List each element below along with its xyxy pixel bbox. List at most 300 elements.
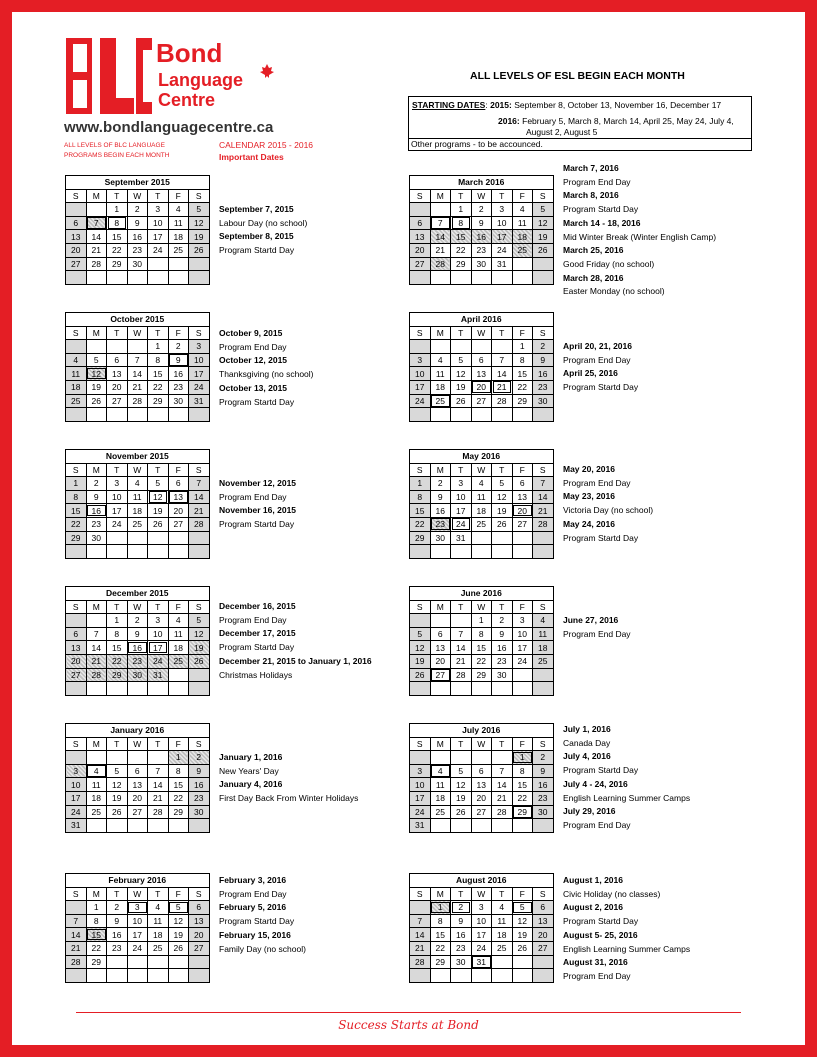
calendar-day: 23 <box>533 380 554 394</box>
note-description: Program Startd Day <box>563 382 639 393</box>
calendar-empty-cell <box>512 531 533 545</box>
calendar-day: 7 <box>430 216 451 230</box>
calendar-empty-cell <box>148 271 169 285</box>
calendar-day: 9 <box>86 490 107 504</box>
calendar-empty-cell <box>107 408 128 422</box>
calendar-day: 26 <box>86 394 107 408</box>
month-notes <box>563 874 690 984</box>
month-notes <box>219 477 296 532</box>
note-date: July 4, 2016 <box>563 751 611 762</box>
weekday-header: M <box>430 887 451 901</box>
month-title: April 2016 <box>410 313 554 327</box>
calendar-empty-cell <box>430 340 451 354</box>
note-description: Canada Day <box>563 737 611 748</box>
calendar-day: 1 <box>66 477 87 491</box>
calendar-day: 19 <box>410 654 431 668</box>
note-description: Program Startd Day <box>219 916 295 927</box>
calendar-day: 24 <box>189 380 210 394</box>
calendar-day: 17 <box>492 230 513 244</box>
calendar-day: 3 <box>107 477 128 491</box>
calendar-empty-cell <box>471 408 492 422</box>
month-calendar <box>409 873 554 983</box>
note-date: September 8, 2015 <box>219 231 294 242</box>
calendar-day: 8 <box>107 216 128 230</box>
calendar-empty-cell <box>492 819 513 833</box>
calendar-empty-cell <box>127 408 148 422</box>
calendar-day: 8 <box>451 216 472 230</box>
calendar-empty-cell <box>107 969 128 983</box>
calendar-empty-cell <box>127 340 148 354</box>
calendar-day: 6 <box>127 764 148 778</box>
weekday-header: F <box>168 600 189 614</box>
note-description: Good Friday (no school) <box>563 258 655 269</box>
calendar-day: 13 <box>471 367 492 381</box>
calendar-day: 30 <box>492 668 513 682</box>
calendar-empty-cell <box>512 668 533 682</box>
calendar-day: 13 <box>107 367 128 381</box>
calendar-day: 30 <box>168 394 189 408</box>
calendar-day: 15 <box>410 504 431 518</box>
calendar-day: 4 <box>127 477 148 491</box>
calendar-day: 17 <box>471 928 492 942</box>
calendar-empty-cell <box>451 408 472 422</box>
calendar-day: 27 <box>127 805 148 819</box>
note-date: October 12, 2015 <box>219 355 288 366</box>
weekday-header: T <box>107 887 128 901</box>
calendar-empty-cell <box>66 614 87 628</box>
weekday-header: S <box>410 600 431 614</box>
calendar-empty-cell <box>410 408 431 422</box>
weekday-header: M <box>86 887 107 901</box>
note-date: July 4 - 24, 2016 <box>563 778 628 789</box>
calendar-empty-cell <box>533 271 554 285</box>
month-notes <box>563 162 716 299</box>
calendar-empty-cell <box>66 271 87 285</box>
calendar-day: 1 <box>168 751 189 765</box>
note-description: New Years' Day <box>219 765 279 776</box>
weekday-header: W <box>127 737 148 751</box>
calendar-day: 21 <box>148 791 169 805</box>
calendar-day: 25 <box>430 394 451 408</box>
weekday-header: F <box>168 737 189 751</box>
weekday-header: S <box>410 887 431 901</box>
calendar-day: 22 <box>107 243 128 257</box>
calendar-day: 19 <box>168 928 189 942</box>
calendar-day: 13 <box>512 490 533 504</box>
weekday-header: F <box>512 326 533 340</box>
weekday-header: T <box>451 326 472 340</box>
calendar-day: 24 <box>451 517 472 531</box>
weekday-header: W <box>127 189 148 203</box>
calendar-title: CALENDAR 2015 - 2016 <box>219 140 314 150</box>
calendar-day: 15 <box>512 367 533 381</box>
calendar-day: 30 <box>127 257 148 271</box>
calendar-day: 11 <box>492 914 513 928</box>
calendar-day: 9 <box>430 490 451 504</box>
calendar-day: 27 <box>471 805 492 819</box>
calendar-day: 11 <box>168 216 189 230</box>
calendar-day: 11 <box>148 914 169 928</box>
calendar-empty-cell <box>410 340 431 354</box>
calendar-day: 31 <box>492 257 513 271</box>
calendar-day: 24 <box>66 805 87 819</box>
calendar-day: 1 <box>430 901 451 915</box>
starting-dates-box: STARTING DATES: 2015: September 8, October 13, November 16, December 17 2016: February 5, March 8, March 14, April 25, May 24, July 4, August 2, August 5 Other programs - to be accounced. <box>408 96 752 151</box>
weekday-header: S <box>189 600 210 614</box>
esl-heading: ALL LEVELS OF ESL BEGIN EACH MONTH <box>470 70 685 82</box>
calendar-day: 12 <box>410 641 431 655</box>
calendar-empty-cell <box>189 271 210 285</box>
note-date: March 14 - 18, 2016 <box>563 217 641 228</box>
calendar-empty-cell <box>168 257 189 271</box>
calendar-day: 5 <box>492 477 513 491</box>
calendar-empty-cell <box>148 751 169 765</box>
calendar-empty-cell <box>127 271 148 285</box>
calendar-empty-cell <box>168 682 189 696</box>
calendar-empty-cell <box>189 969 210 983</box>
weekday-header: T <box>148 737 169 751</box>
calendar-day: 23 <box>168 380 189 394</box>
calendar-empty-cell <box>533 545 554 559</box>
calendar-day: 24 <box>512 654 533 668</box>
note-description: Program Startd Day <box>219 519 295 530</box>
weekday-header: W <box>127 463 148 477</box>
calendar-day: 14 <box>533 490 554 504</box>
weekday-header: F <box>168 189 189 203</box>
starting-dates-2016-line2: August 2, August 5 <box>526 127 598 137</box>
calendar-empty-cell <box>492 545 513 559</box>
brand-note: ALL LEVELS OF BLC LANGUAGE PROGRAMS BEGIN EACH MONTH <box>64 142 170 159</box>
calendar-day: 4 <box>168 614 189 628</box>
weekday-header: M <box>86 600 107 614</box>
note-description: English Learning Summer Camps <box>563 792 691 803</box>
calendar-day: 18 <box>492 928 513 942</box>
calendar-day: 13 <box>430 641 451 655</box>
weekday-header: T <box>451 189 472 203</box>
calendar-day: 14 <box>86 230 107 244</box>
calendar-empty-cell <box>168 668 189 682</box>
calendar-empty-cell <box>127 682 148 696</box>
month-calendar <box>65 723 210 833</box>
calendar-day: 7 <box>451 627 472 641</box>
calendar-day: 30 <box>430 531 451 545</box>
calendar-day: 17 <box>451 504 472 518</box>
calendar-day: 26 <box>189 243 210 257</box>
weekday-header: M <box>430 600 451 614</box>
calendar-day: 1 <box>512 340 533 354</box>
note-date: November 12, 2015 <box>219 478 297 488</box>
calendar-day: 29 <box>512 394 533 408</box>
note-date: December 17, 2015 <box>219 628 296 639</box>
calendar-day: 4 <box>512 203 533 217</box>
note-description: Program End Day <box>219 888 287 899</box>
note-date: January 4, 2016 <box>219 779 283 790</box>
calendar-day: 29 <box>471 668 492 682</box>
calendar-empty-cell <box>533 819 554 833</box>
calendar-day: 3 <box>148 203 169 217</box>
weekday-header: M <box>86 737 107 751</box>
calendar-day: 25 <box>471 517 492 531</box>
calendar-day: 27 <box>66 257 87 271</box>
calendar-empty-cell <box>430 819 451 833</box>
weekday-header: T <box>492 600 513 614</box>
calendar-day: 9 <box>107 914 128 928</box>
calendar-day: 15 <box>451 230 472 244</box>
weekday-header: S <box>410 189 431 203</box>
calendar-day: 22 <box>86 941 107 955</box>
footer-slogan: Success Starts at Bond <box>338 1018 479 1032</box>
calendar-day: 20 <box>471 791 492 805</box>
weekday-header: W <box>471 463 492 477</box>
note-date: May 23, 2016 <box>563 491 615 502</box>
weekday-header: S <box>66 189 87 203</box>
calendar-day: 22 <box>107 654 128 668</box>
calendar-day: 17 <box>512 641 533 655</box>
note-description: First Day Back From Winter Holidays <box>219 793 359 804</box>
calendar-day: 11 <box>168 627 189 641</box>
calendar-empty-cell <box>451 614 472 628</box>
weekday-header: S <box>410 737 431 751</box>
calendar-day: 14 <box>127 367 148 381</box>
weekday-header: W <box>127 600 148 614</box>
calendar-empty-cell <box>127 969 148 983</box>
calendar-day: 3 <box>127 901 148 915</box>
calendar-day: 6 <box>471 764 492 778</box>
note-description: Program Startd Day <box>563 204 639 215</box>
note-description: Program Startd Day <box>563 765 639 776</box>
calendar-day: 6 <box>471 353 492 367</box>
month-calendar <box>409 312 554 422</box>
calendar-day: 8 <box>107 627 128 641</box>
calendar-day: 31 <box>148 668 169 682</box>
calendar-day: 23 <box>127 243 148 257</box>
calendar-empty-cell <box>410 969 431 983</box>
calendar-empty-cell <box>471 545 492 559</box>
calendar-day: 13 <box>168 490 189 504</box>
logo-text-centre: Centre <box>158 90 216 110</box>
calendar-day: 25 <box>66 394 87 408</box>
note-description: Civic Holiday (no classes) <box>563 888 661 899</box>
calendar-empty-cell <box>168 545 189 559</box>
calendar-empty-cell <box>492 531 513 545</box>
calendar-day: 7 <box>86 216 107 230</box>
calendar-empty-cell <box>107 545 128 559</box>
weekday-header: S <box>189 737 210 751</box>
calendar-day: 15 <box>168 778 189 792</box>
calendar-day: 24 <box>127 941 148 955</box>
calendar-empty-cell <box>410 614 431 628</box>
note-date: April 20, 21, 2016 <box>563 341 632 351</box>
calendar-day: 14 <box>492 778 513 792</box>
note-date: January 1, 2016 <box>219 752 283 762</box>
month-calendar <box>65 449 210 559</box>
calendar-day: 24 <box>492 243 513 257</box>
month-calendar <box>409 723 554 833</box>
calendar-empty-cell <box>189 545 210 559</box>
calendar-day: 26 <box>410 668 431 682</box>
weekday-header: S <box>66 600 87 614</box>
calendar-day: 10 <box>66 778 87 792</box>
calendar-day: 22 <box>471 654 492 668</box>
weekday-header: M <box>86 189 107 203</box>
calendar-empty-cell <box>107 340 128 354</box>
weekday-header: M <box>430 463 451 477</box>
calendar-day: 1 <box>148 340 169 354</box>
weekday-header: S <box>410 463 431 477</box>
note-description: English Learning Summer Camps <box>563 943 691 954</box>
calendar-empty-cell <box>471 819 492 833</box>
calendar-day: 10 <box>471 914 492 928</box>
calendar-day: 12 <box>148 490 169 504</box>
calendar-empty-cell <box>512 545 533 559</box>
note-description: Family Day (no school) <box>219 943 306 954</box>
calendar-day: 20 <box>66 243 87 257</box>
calendar-empty-cell <box>127 955 148 969</box>
calendar-day: 21 <box>66 941 87 955</box>
calendar-empty-cell <box>148 408 169 422</box>
calendar-day: 5 <box>410 627 431 641</box>
calendar-day: 21 <box>86 654 107 668</box>
note-description: Christmas Holidays <box>219 669 293 680</box>
weekday-header: T <box>107 737 128 751</box>
calendar-day: 21 <box>492 791 513 805</box>
note-date: February 15, 2016 <box>219 929 291 940</box>
calendar-day: 29 <box>430 955 451 969</box>
calendar-day: 23 <box>471 243 492 257</box>
footer-divider <box>76 1012 741 1013</box>
calendar-day: 18 <box>127 504 148 518</box>
weekday-header: W <box>471 189 492 203</box>
calendar-day: 21 <box>189 504 210 518</box>
calendar-day: 19 <box>512 928 533 942</box>
weekday-header: S <box>533 463 554 477</box>
weekday-header: S <box>533 326 554 340</box>
calendar-day: 21 <box>492 380 513 394</box>
calendar-day: 24 <box>148 654 169 668</box>
calendar-empty-cell <box>189 955 210 969</box>
calendar-day: 10 <box>127 914 148 928</box>
calendar-day: 21 <box>533 504 554 518</box>
calendar-empty-cell <box>533 969 554 983</box>
calendar-day: 20 <box>512 504 533 518</box>
weekday-header: W <box>127 326 148 340</box>
calendar-day: 4 <box>66 353 87 367</box>
note-description: Program End Day <box>219 341 287 352</box>
calendar-day: 27 <box>471 394 492 408</box>
calendar-day: 25 <box>533 654 554 668</box>
calendar-empty-cell <box>512 682 533 696</box>
calendar-day: 20 <box>107 380 128 394</box>
note-date: July 1, 2016 <box>563 724 611 734</box>
calendar-day: 8 <box>471 627 492 641</box>
calendar-day: 28 <box>86 257 107 271</box>
calendar-day: 5 <box>189 203 210 217</box>
calendar-day: 16 <box>492 641 513 655</box>
calendar-empty-cell <box>430 271 451 285</box>
calendar-day: 20 <box>533 928 554 942</box>
calendar-day: 6 <box>410 216 431 230</box>
calendar-empty-cell <box>471 340 492 354</box>
calendar-day: 16 <box>533 367 554 381</box>
note-date: June 27, 2016 <box>563 615 619 625</box>
calendar-empty-cell <box>471 531 492 545</box>
calendar-day: 24 <box>410 805 431 819</box>
calendar-day: 12 <box>492 490 513 504</box>
calendar-day: 13 <box>533 914 554 928</box>
calendar-empty-cell <box>410 751 431 765</box>
month-notes <box>219 600 372 682</box>
note-description: Easter Monday (no school) <box>563 286 665 297</box>
calendar-day: 4 <box>168 203 189 217</box>
note-date: August 5- 25, 2016 <box>563 929 638 940</box>
month-calendar <box>409 586 554 696</box>
calendar-day: 18 <box>86 791 107 805</box>
note-description: Program End Day <box>563 477 631 488</box>
calendar-empty-cell <box>107 751 128 765</box>
calendar-day: 15 <box>66 504 87 518</box>
calendar-day: 28 <box>430 257 451 271</box>
note-description: Labour Day (no school) <box>219 217 308 228</box>
calendar-day: 13 <box>66 641 87 655</box>
month-title: August 2016 <box>410 874 554 888</box>
note-date: November 16, 2015 <box>219 505 297 516</box>
calendar-empty-cell <box>471 751 492 765</box>
weekday-header: T <box>492 887 513 901</box>
calendar-day: 12 <box>451 367 472 381</box>
calendar-day: 16 <box>430 504 451 518</box>
calendar-day: 4 <box>471 477 492 491</box>
weekday-header: S <box>533 887 554 901</box>
calendar-day: 15 <box>430 928 451 942</box>
calendar-day: 8 <box>148 353 169 367</box>
calendar-day: 25 <box>86 805 107 819</box>
calendar-day: 13 <box>471 778 492 792</box>
calendar-empty-cell <box>533 955 554 969</box>
calendar-empty-cell <box>430 751 451 765</box>
calendar-day: 12 <box>189 627 210 641</box>
calendar-day: 5 <box>107 764 128 778</box>
note-date: December 16, 2015 <box>219 601 296 611</box>
calendar-day: 8 <box>512 353 533 367</box>
calendar-day: 16 <box>127 641 148 655</box>
weekday-header: T <box>451 887 472 901</box>
calendar-empty-cell <box>410 271 431 285</box>
calendar-empty-cell <box>189 408 210 422</box>
note-description: Program End Day <box>563 819 631 830</box>
starting-dates-2016-label: 2016: <box>498 116 520 126</box>
calendar-empty-cell <box>492 955 513 969</box>
month-notes <box>219 327 314 409</box>
calendar-empty-cell <box>86 751 107 765</box>
calendar-empty-cell <box>430 545 451 559</box>
calendar-day: 26 <box>451 805 472 819</box>
weekday-header: S <box>189 463 210 477</box>
calendar-day: 2 <box>86 477 107 491</box>
starting-dates-2015-label: 2015: <box>490 100 512 110</box>
calendar-day: 2 <box>492 614 513 628</box>
calendar-day: 17 <box>107 504 128 518</box>
calendar-day: 10 <box>148 216 169 230</box>
calendar-day: 23 <box>430 517 451 531</box>
calendar-day: 31 <box>471 955 492 969</box>
weekday-header: F <box>512 600 533 614</box>
calendar-day: 7 <box>86 627 107 641</box>
calendar-empty-cell <box>410 545 431 559</box>
calendar-day: 10 <box>410 778 431 792</box>
calendar-day: 2 <box>533 340 554 354</box>
website-url[interactable]: www.bondlanguagecentre.ca <box>64 119 274 136</box>
calendar-day: 8 <box>430 914 451 928</box>
